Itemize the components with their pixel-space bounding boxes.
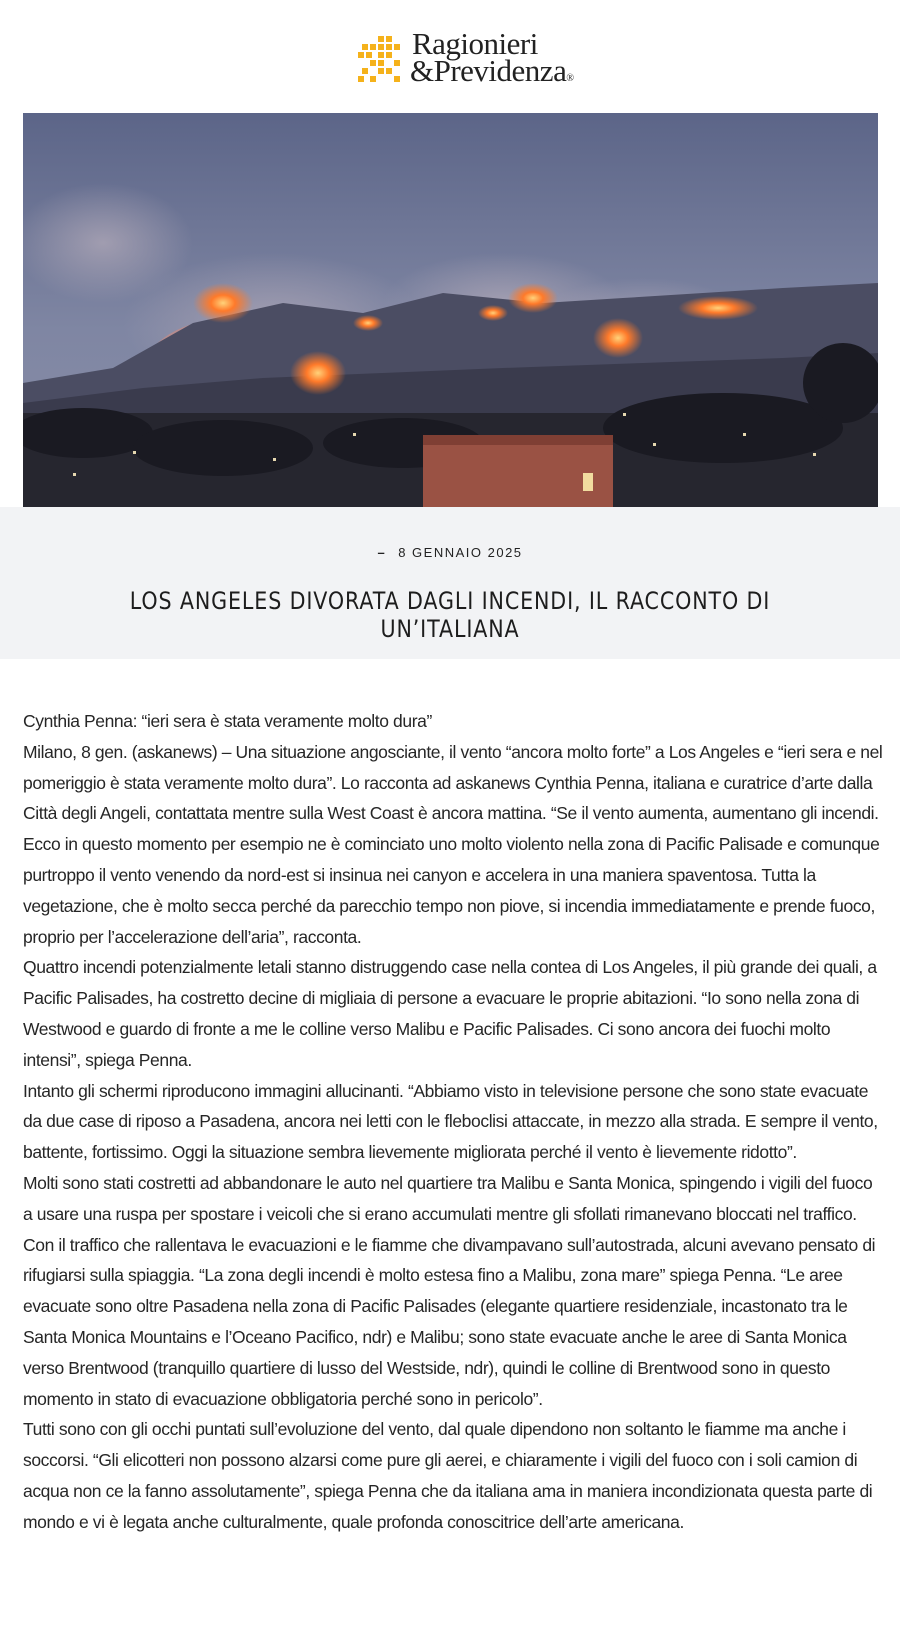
logo-line-2 [410, 53, 574, 92]
article-body [23, 706, 883, 1538]
hero-image [23, 113, 878, 507]
article-title: LOS ANGELES DIVORATA DAGLI INCENDI, IL RACCONTO DI UN’ITALIANA [129, 587, 771, 643]
logo-mark-icon [356, 34, 406, 84]
logo-wordmark [410, 26, 574, 92]
site-logo[interactable] [356, 26, 574, 88]
date-text: 8 GENNAIO 2025 [398, 545, 523, 560]
registered-mark: ® [566, 73, 574, 84]
article-header [0, 507, 900, 659]
article-paragraph: Milano, 8 gen. (askanews) – Una situazione angosciante, il vento “ancora molto forte” a Los Angeles e “ieri sera e nel pomeriggio è stata veramente molto dura”. Lo racconta ad askanews Cynthia Penna, italiana e curatrice d’arte dalla Città degli Angeli, contattata mentre sulla West Coast è ancora mattina. “Se il vento aumenta, aumentano gli incendi. Ecco in questo momento per esempio ne è cominciato uno molto violento nella zona di Pacific Palisade e comunque purtroppo il vento venendo da nord-est si insinua nei canyon e accelera in una maniera spaventosa. Tutta la vegetazione, che è molto secca perché da parecchio tempo non piove, si incendia immediatamente e prende fuoco, proprio per l’accelerazione dell’aria”, racconta. [23, 741, 883, 947]
date-dash: – [377, 545, 387, 560]
logo-line-2-text: &Previdenza [410, 53, 567, 88]
logo-line-1: Ragionieri [412, 26, 538, 61]
article-paragraph: Intanto gli schermi riproducono immagini allucinanti. “Abbiamo visto in televisione persone che sono state evacuate da due case di riposo a Pasadena, ancora nei letti con le fleboclisi attaccate, in mezzo alla strada. E sempre il vento, battente, fortissimo. Oggi la situazione sembra lievemente migliorata perché il vento è lievemente ridotto”. [23, 1080, 878, 1163]
article-date [0, 545, 900, 560]
wildfire-photo-icon [23, 113, 878, 507]
article-paragraph: Tutti sono con gli occhi puntati sull’evoluzione del vento, dal quale dipendono non soltanto le fiamme ma anche i soccorsi. “Gli elicotteri non possono alzarsi come pure gli aerei, e chiaramente i vigili del fuoco con i soli camion di acqua non ce la fanno assolutamente”, spiega Penna che da italiana ama in maniera incondizionata questa parte di mondo e vi è legata anche culturalmente, quale profonda conoscitrice dell’arte americana. [23, 1419, 873, 1532]
article-subtitle: Cynthia Penna: “ieri sera è stata veramente molto dura” [23, 711, 432, 731]
article-paragraph: Molti sono stati costretti ad abbandonare le auto nel quartiere tra Malibu e Santa Monica, spingendo i vigili del fuoco a usare una ruspa per spostare i veicoli che si erano accumulati mentre gli sfollati rimanevano bloccati nel traffico. Con il traffico che rallentava le evacuazioni e le fiamme che divampavano sull’autostrada, alcuni avevano pensato di rifugiarsi sulla spiaggia. “La zona degli incendi è molto estesa fino a Malibu, zona mare” spiega Penna. “Le aree evacuate sono oltre Pasadena nella zona di Pacific Palisades (elegante quartiere residenziale, incastonato tra le Santa Monica Mountains e l’Oceano Pacifico, ndr) e Malibu; sono state evacuate anche le aree di Santa Monica verso Brentwood (tranquillo quartiere di lusso del Westside, ndr), quindi le colline di Brentwood sono in questo momento in stato di evacuazione obbligatoria perché sono in pericolo”. [23, 1172, 876, 1409]
article-paragraph: Quattro incendi potenzialmente letali stanno distruggendo case nella contea di Los Angeles, il più grande dei quali, a Pacific Palisades, ha costretto decine di migliaia di persone a evacuare le proprie abitazioni. “Io sono nella zona di Westwood e guardo di fronte a me le colline verso Malibu e Pacific Palisades. Ci sono ancora dei fuochi molto intensi”, spiega Penna. [23, 957, 877, 1070]
